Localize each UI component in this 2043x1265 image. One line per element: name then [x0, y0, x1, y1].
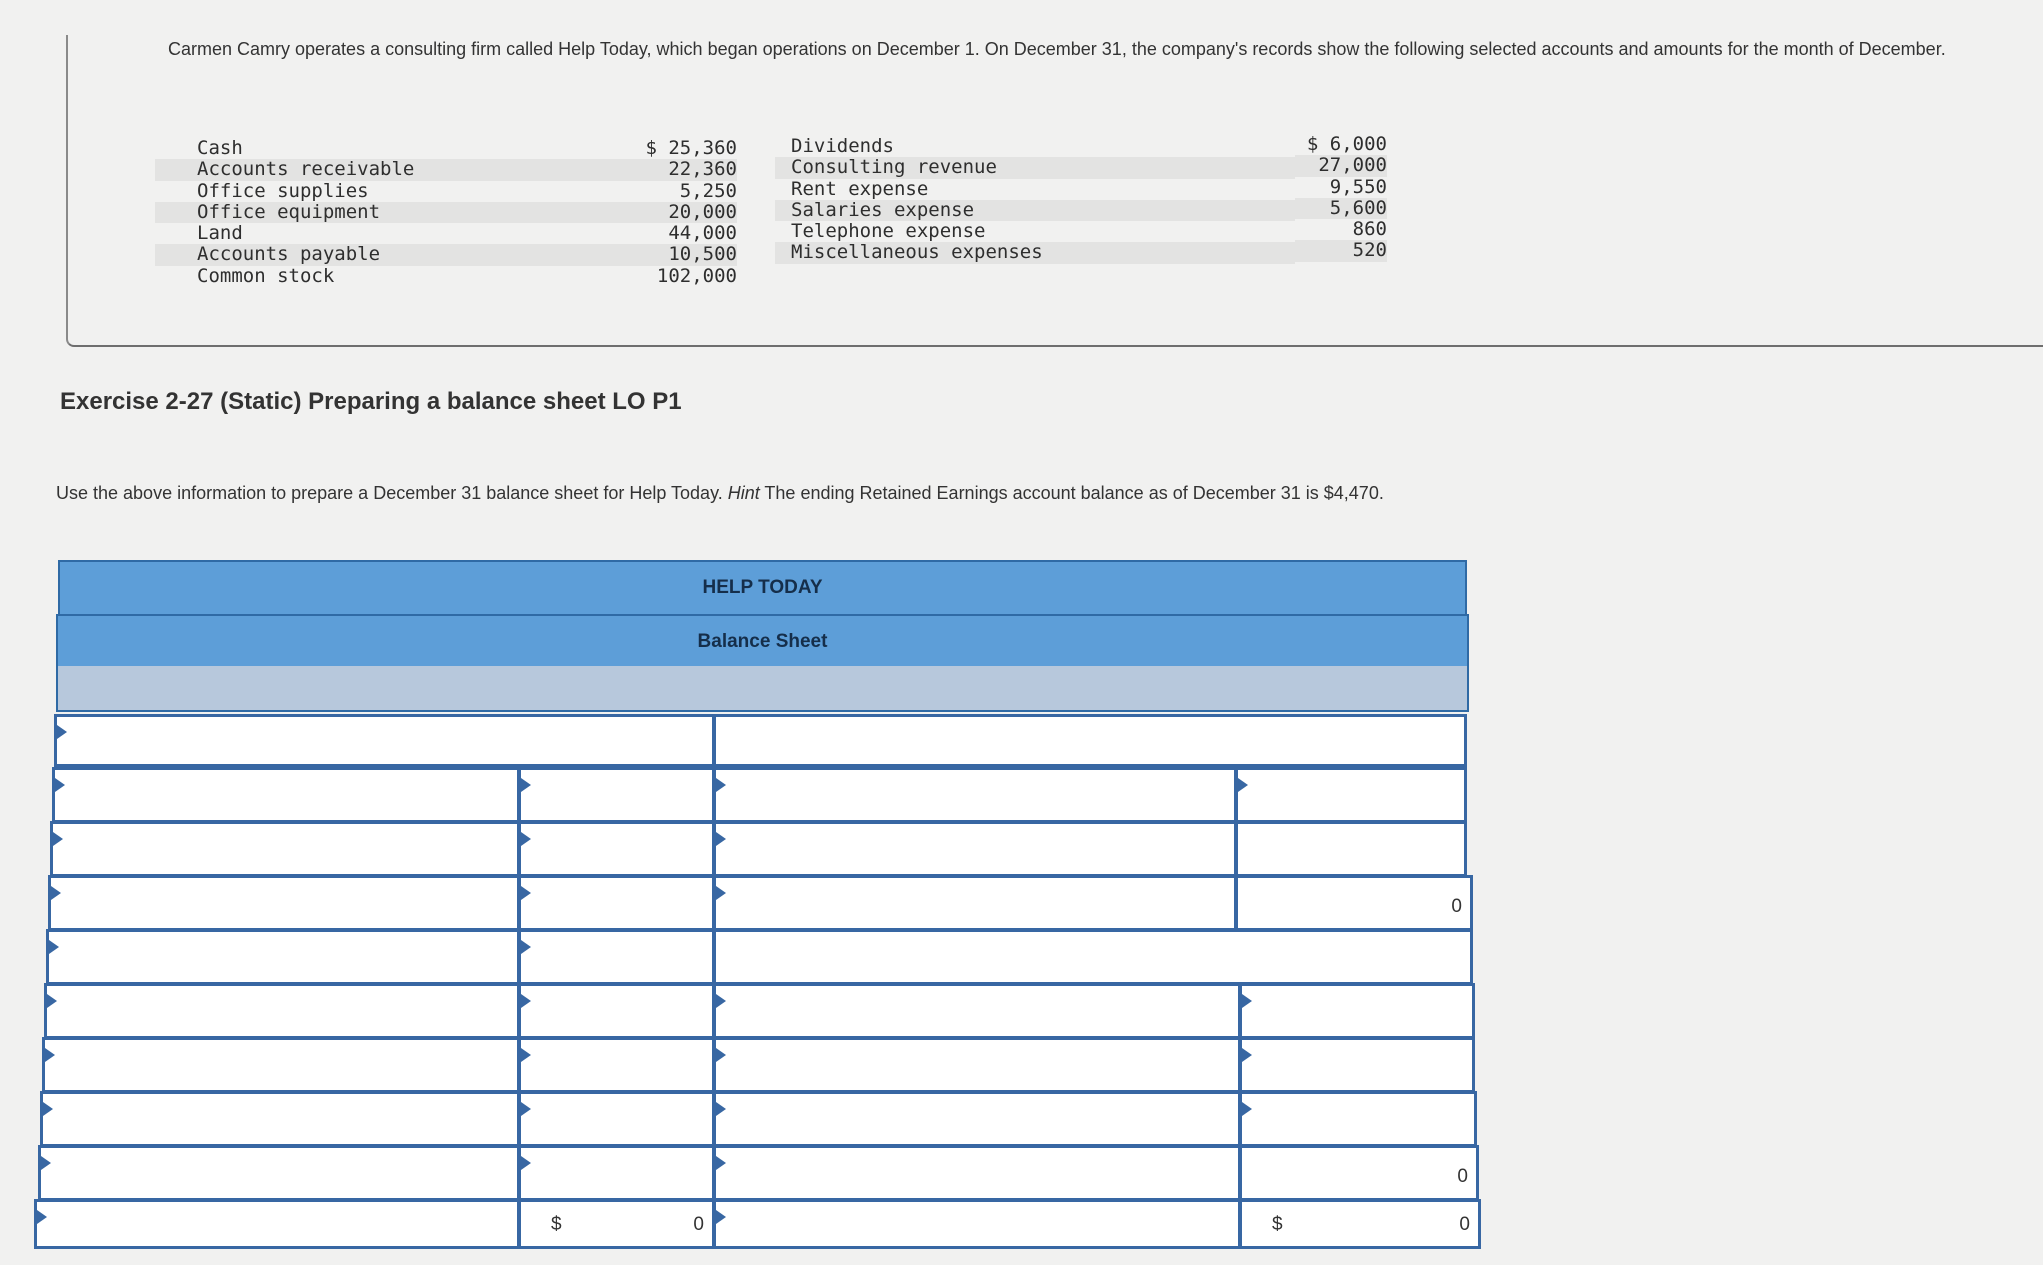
- hint-text: The ending Retained Earnings account balance as of December 31 is $4,470.: [759, 483, 1384, 503]
- equity-header-input[interactable]: [713, 929, 1473, 985]
- liability-amount-input[interactable]: [1235, 821, 1467, 877]
- total-equity-value: [1239, 1145, 1479, 1201]
- account-name: Salaries expense: [775, 200, 1295, 221]
- asset-amount-input[interactable]: [518, 1145, 715, 1201]
- equity-amount-input[interactable]: [1239, 1037, 1475, 1093]
- account-name: Telephone expense: [791, 220, 986, 243]
- liabilities-header-input[interactable]: [713, 714, 1467, 767]
- total-liabilities-label-input[interactable]: [713, 875, 1237, 931]
- equity-amount-input[interactable]: [1239, 1091, 1477, 1147]
- account-amount: 22,360: [555, 159, 737, 180]
- account-name: Common stock: [197, 264, 335, 287]
- total-liabilities-value: [1235, 875, 1473, 931]
- total-assets-label-input[interactable]: [34, 1199, 520, 1249]
- asset-amount-input[interactable]: [518, 1037, 715, 1093]
- asset-account-input[interactable]: [46, 929, 520, 985]
- account-name: Accounts receivable: [155, 159, 555, 180]
- equity-account-input[interactable]: [713, 983, 1241, 1039]
- account-name: Land: [197, 222, 243, 245]
- accounts-right-names: [775, 136, 1295, 264]
- account-name: Accounts payable: [155, 244, 555, 265]
- hint-label: Hint: [727, 483, 760, 503]
- exercise-title: Exercise 2-27 (Static) Preparing a balance sheet LO P1: [60, 388, 682, 415]
- asset-amount-input[interactable]: [518, 929, 715, 985]
- account-amount: 860: [1352, 218, 1387, 241]
- liability-amount-input[interactable]: [1235, 767, 1467, 823]
- account-amount: 102,000: [656, 264, 737, 287]
- equity-account-input[interactable]: [713, 1037, 1241, 1093]
- account-amount: 5,600: [1295, 198, 1387, 219]
- balance-sheet-company: HELP TODAY: [58, 560, 1467, 616]
- account-amount: 44,000: [668, 222, 737, 245]
- accounts-right-amounts: [1295, 134, 1387, 262]
- asset-amount-input[interactable]: [518, 767, 715, 823]
- intro-text: Carmen Camry operates a consulting firm called Help Today, which began operations on December 1. On December 31, the company's records show the following selected accounts and amounts for the month of December.: [168, 39, 1946, 59]
- account-amount: 27,000: [1295, 155, 1387, 176]
- asset-amount-input[interactable]: [518, 983, 715, 1039]
- balance-sheet-date-row: [56, 666, 1469, 712]
- account-amount: 10,500: [555, 244, 737, 265]
- total-liabilities-equity-value: [1239, 1199, 1481, 1249]
- account-name: Cash: [197, 137, 243, 159]
- total-equity-amount: 0: [1457, 1166, 1468, 1187]
- account-amount: 520: [1295, 240, 1387, 261]
- total-liabilities-equity-label-input[interactable]: [713, 1199, 1241, 1249]
- asset-account-input[interactable]: [42, 1037, 520, 1093]
- account-name: Office equipment: [155, 202, 555, 223]
- liability-account-input[interactable]: [713, 767, 1237, 823]
- asset-account-input[interactable]: [52, 767, 520, 823]
- account-name: Miscellaneous expenses: [775, 242, 1295, 263]
- account-amount: 20,000: [555, 202, 737, 223]
- balance-sheet-title: Balance Sheet: [56, 614, 1469, 670]
- asset-account-input[interactable]: [44, 983, 520, 1039]
- account-name: Dividends: [791, 135, 894, 157]
- equity-account-input[interactable]: [713, 1091, 1241, 1147]
- total-assets-value: [518, 1199, 715, 1249]
- account-amount: 5,250: [679, 179, 737, 202]
- total-liabilities-equity-amount: 0: [1459, 1214, 1470, 1235]
- total-liabilities-amount: 0: [1451, 896, 1462, 917]
- asset-amount-input[interactable]: [518, 875, 715, 931]
- total-assets-dollar: $: [551, 1214, 562, 1235]
- total-liabilities-equity-dollar: $: [1272, 1214, 1283, 1235]
- asset-account-input[interactable]: [48, 875, 520, 931]
- account-name: Consulting revenue: [775, 157, 1295, 178]
- instruction-main: Use the above information to prepare a December 31 balance sheet for Help Today.: [56, 483, 728, 503]
- asset-account-input[interactable]: [50, 821, 520, 877]
- account-amount: $ 25,360: [645, 137, 737, 159]
- accounts-left-names: [155, 138, 555, 287]
- account-amount: 9,550: [1329, 175, 1387, 198]
- accounts-left-amounts: [555, 138, 737, 287]
- instruction-text: [56, 483, 1384, 504]
- total-equity-label-input[interactable]: [713, 1145, 1241, 1201]
- asset-amount-input[interactable]: [518, 1091, 715, 1147]
- liability-account-input[interactable]: [713, 821, 1237, 877]
- asset-account-input[interactable]: [38, 1145, 520, 1201]
- account-amount: $ 6,000: [1306, 133, 1387, 155]
- assets-header-input[interactable]: [54, 714, 715, 767]
- equity-amount-input[interactable]: [1239, 983, 1475, 1039]
- account-name: Office supplies: [197, 179, 369, 202]
- asset-amount-input[interactable]: [518, 821, 715, 877]
- total-assets-amount: 0: [693, 1214, 704, 1235]
- account-name: Rent expense: [791, 177, 929, 200]
- asset-account-input[interactable]: [40, 1091, 520, 1147]
